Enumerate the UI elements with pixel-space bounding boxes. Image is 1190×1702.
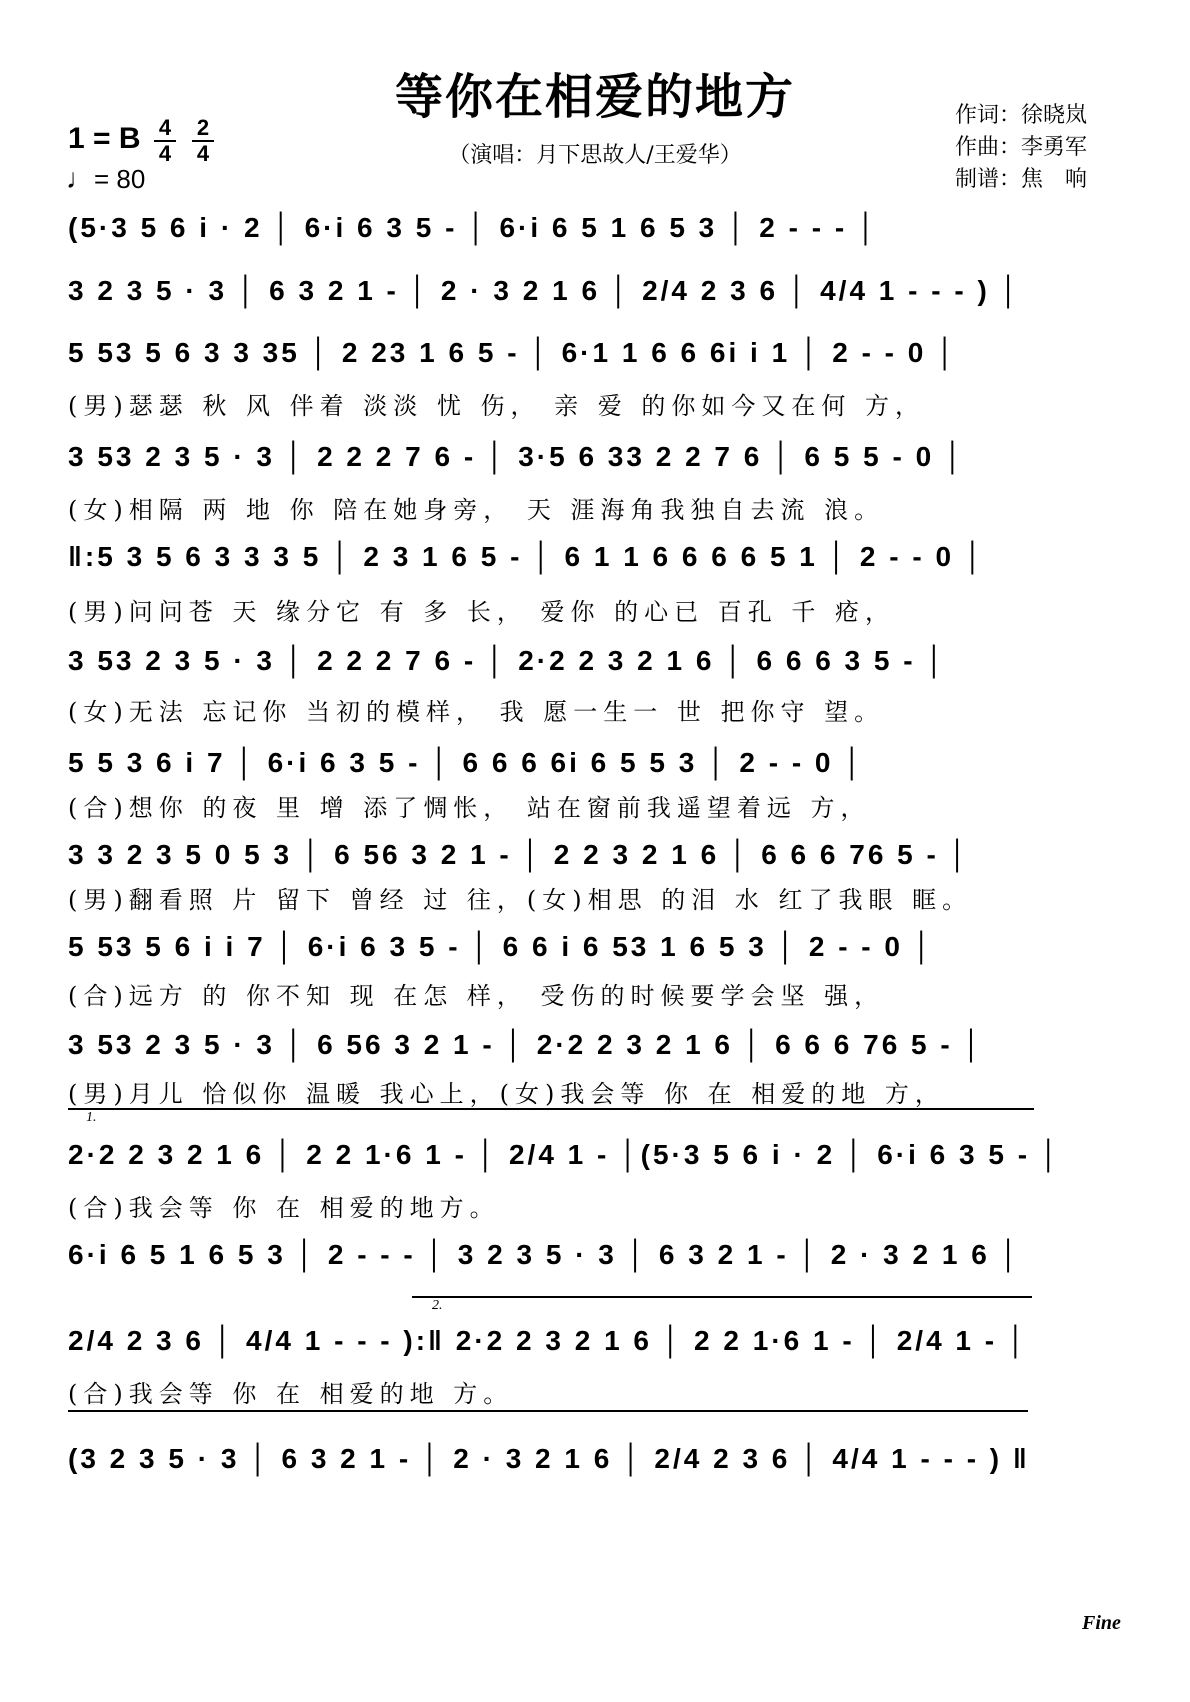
volta-1-label: 1. — [86, 1110, 97, 1125]
staff-row — [68, 1022, 1120, 1068]
staff-row — [68, 740, 1120, 786]
time-signature-2-4: 2 4 — [190, 117, 216, 165]
lyric-line: (男)瑟瑟 秋 风 伴着 淡淡 忧 伤， 亲 爱 的你如今又在何 方， — [68, 392, 926, 420]
key-signature: 1 = B — [68, 122, 141, 155]
notes-line: 3 53 2 3 5 · 3 │ 2 2 2 7 6 - │ 3·5 6 33 2 2 7 6 │ 6 5 5 - 0 │ — [68, 441, 966, 472]
notes-line: 5 5 3 6 i 7 │ 6·i 6 3 5 - │ 6 6 6 6i 6 5 5 3 │ 2 - - 0 │ — [68, 747, 865, 778]
staff-row — [68, 268, 1120, 314]
notes-line: (5·3 5 6 i · 2 │ 6·i 6 3 5 - │ 6·i 6 5 1 6 5 3 │ 2 - - - │ — [68, 212, 879, 243]
notes-line: ‖:5 3 5 6 3 3 3 5 │ 2 3 1 6 5 - │ 6 1 1 6 6 6 6 5 1 │ 2 - - 0 │ — [68, 541, 986, 572]
staff-row — [68, 534, 1120, 580]
staff-row — [68, 832, 1120, 878]
time-signature-4-4: 4 4 — [152, 117, 178, 165]
lyric-line: (合)远方 的 你不知 现 在怎 样， 受伤的时候要学会坚 强， — [68, 982, 885, 1010]
lyric-line: (男)月儿 恰似你 温暖 我心上，(女)我会等 你 在 相爱的地 方， — [68, 1080, 945, 1108]
volta-bracket-1 — [68, 1108, 1034, 1110]
staff-row — [68, 1232, 1120, 1278]
notes-line: 3 53 2 3 5 · 3 │ 6 56 3 2 1 - │ 2·2 2 3 2 1 6 │ 6 6 6 76 5 - │ — [68, 1029, 984, 1060]
lyric-line: (合)想你 的夜 里 增 添了惆怅， 站在窗前我遥望着远 方， — [68, 794, 871, 822]
staff-row — [68, 1436, 1120, 1482]
notes-line: 2·2 2 3 2 1 6 │ 2 2 1·6 1 - │ 2/4 1 - │(5·3 5 6 i · 2 │ 6·i 6 3 5 - │ — [68, 1139, 1062, 1170]
composer: 作曲：李勇军 — [955, 135, 1088, 160]
arranger: 制谱：焦 响 — [955, 167, 1088, 192]
performers: （演唱：月下思故人/王爱华） — [448, 143, 742, 168]
final-line-bracket — [68, 1410, 1028, 1412]
notes-line: 5 53 5 6 i i 7 │ 6·i 6 3 5 - │ 6 6 i 6 53 1 6 5 3 │ 2 - - 0 │ — [68, 931, 935, 962]
credits — [955, 100, 1087, 196]
staff-row — [68, 205, 1120, 251]
lyric-line: (女)无法 忘记你 当初的模样， 我 愿一生一 世 把你守 望。 — [68, 698, 885, 726]
notes-line: 2/4 2 3 6 │ 4/4 1 - - - ):‖ 2·2 2 3 2 1 6 │ 2 2 1·6 1 - │ 2/4 1 - │ — [68, 1325, 1029, 1356]
lyric-line: (女)相隔 两 地 你 陪在她身旁， 天 涯海角我独自去流 浪。 — [68, 496, 885, 524]
fine-marking: Fine — [1082, 1612, 1121, 1634]
lyric-line: (合)我会等 你 在 相爱的地 方。 — [68, 1380, 514, 1408]
lyric-line: (合)我会等 你 在 相爱的地方。 — [68, 1194, 500, 1222]
song-title: 等你在相爱的地方 — [394, 69, 795, 125]
staff-row — [68, 638, 1120, 684]
lyric-line: (男)翻看照 片 留下 曾经 过 往，(女)相思 的泪 水 红了我眼 眶。 — [68, 886, 973, 914]
notes-line: (3 2 3 5 · 3 │ 6 3 2 1 - │ 2 · 3 2 1 6 │ 2/4 2 3 6 │ 4/4 1 - - - ) ‖ — [68, 1443, 1030, 1474]
quarter-note-icon: ♩ — [66, 163, 94, 194]
staff-row — [68, 434, 1120, 480]
notes-line: 3 3 2 3 5 0 5 3 │ 6 56 3 2 1 - │ 2 2 3 2 1 6 │ 6 6 6 76 5 - │ — [68, 839, 971, 870]
lyric-line: (男)问问苍 天 缘分它 有 多 长， 爱你 的心已 百孔 千 疮， — [68, 598, 896, 626]
staff-row — [68, 924, 1120, 970]
tempo-marking: ♩= 80 — [66, 163, 146, 194]
staff-row — [68, 330, 1120, 376]
notes-line: 6·i 6 5 1 6 5 3 │ 2 - - - │ 3 2 3 5 · 3 │ 6 3 2 1 - │ 2 · 3 2 1 6 │ — [68, 1239, 1022, 1270]
notes-line: 5 53 5 6 3 3 35 │ 2 23 1 6 5 - │ 6·1 1 6 6 6i i 1 │ 2 - - 0 │ — [68, 337, 958, 368]
staff-row — [68, 1132, 1120, 1178]
lyricist: 作词：徐晓岚 — [955, 103, 1088, 128]
notes-line: 3 53 2 3 5 · 3 │ 2 2 2 7 6 - │ 2·2 2 3 2 1 6 │ 6 6 6 3 5 - │ — [68, 645, 947, 676]
volta-2-label: 2. — [432, 1298, 443, 1313]
staff-row — [68, 1318, 1120, 1364]
volta-bracket-2 — [412, 1296, 1032, 1298]
notes-line: 3 2 3 5 · 3 │ 6 3 2 1 - │ 2 · 3 2 1 6 │ 2/4 2 3 6 │ 4/4 1 - - - ) │ — [68, 275, 1022, 306]
